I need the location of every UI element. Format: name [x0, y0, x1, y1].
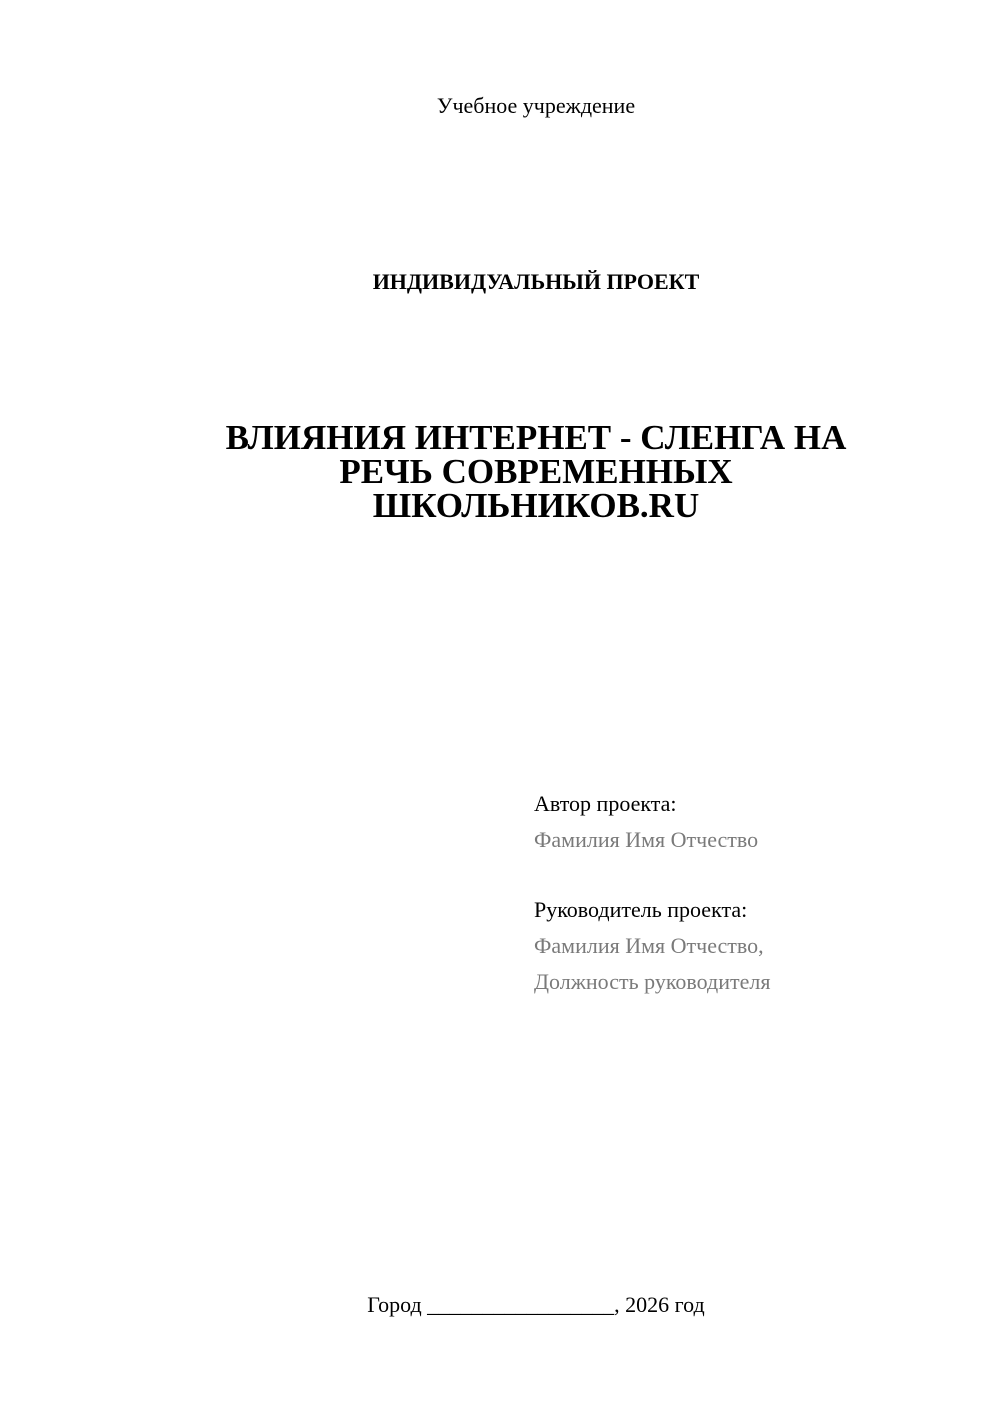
city-year-line: Город _________________, 2026 год — [367, 1292, 705, 1317]
project-title-line: РЕЧЬ СОВРЕМЕННЫХ — [339, 452, 733, 491]
project-type-heading: ИНДИВИДУАЛЬНЫЙ ПРОЕКТ — [372, 269, 700, 294]
institution-name: Учебное учреждение — [436, 93, 636, 118]
project-title — [150, 418, 922, 525]
supervisor-name-placeholder: Фамилия Имя Отчество, — [534, 933, 764, 958]
supervisor-label: Руководитель проекта: — [534, 897, 748, 922]
author-block — [534, 786, 974, 858]
project-title-line: ВЛИЯНИЯ ИНТЕРНЕТ - СЛЕНГА НА — [225, 418, 847, 457]
project-title-line: ШКОЛЬНИКОВ.RU — [372, 486, 700, 525]
supervisor-position-placeholder: Должность руководителя — [534, 969, 771, 994]
supervisor-block — [534, 892, 974, 1000]
author-name-placeholder: Фамилия Имя Отчество — [534, 827, 759, 852]
author-label: Автор проекта: — [534, 791, 677, 816]
